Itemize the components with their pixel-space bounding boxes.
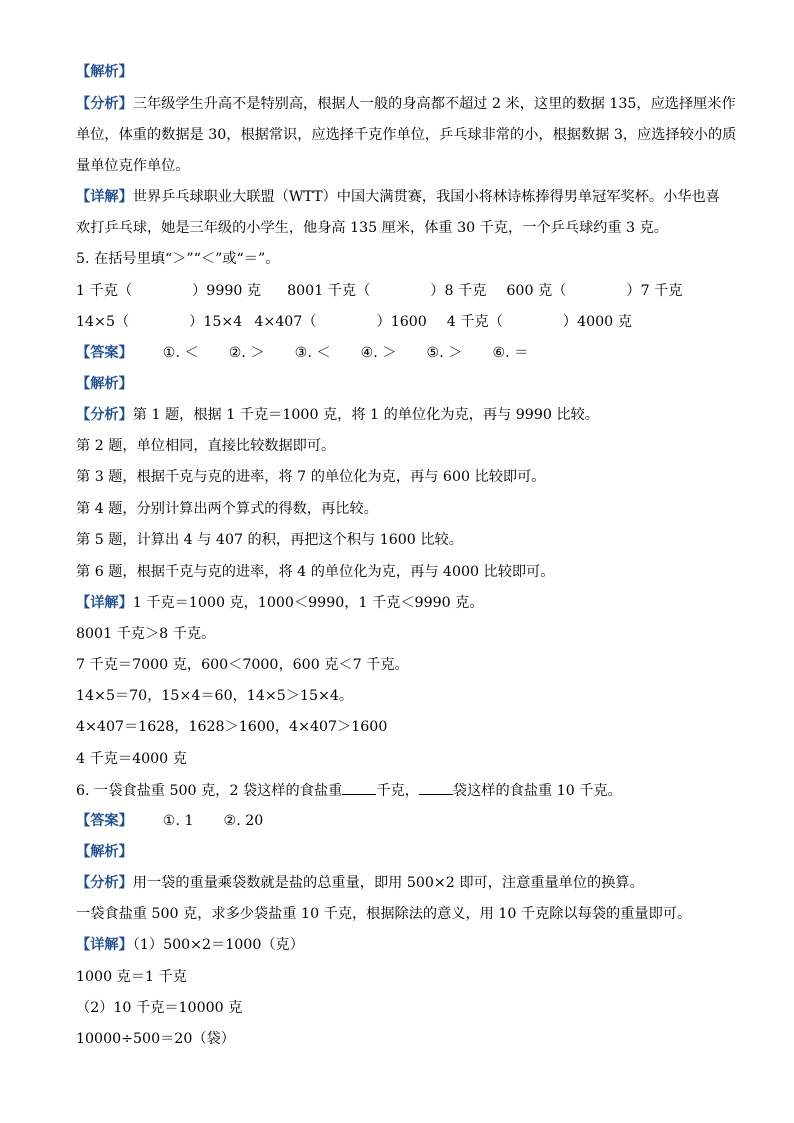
q6-fenxi-line-1 <box>76 873 754 893</box>
q5-fenxi-line-3: 第 3 题，根据千克与克的进率，将 7 的单位化为克，再与 600 比较即可。 <box>76 469 546 485</box>
q6-fenxi-label: 【分析】 <box>76 875 133 891</box>
q6-fenxi-text-1: 用一袋的重量乘袋数就是盐的总重量，即用 500×2 即可，注意重量单位的换算。 <box>132 875 644 891</box>
q4-xiangjie-line-2: 欢打乒乓球，她是三年级的小学生，他身高 135 厘米，体重 30 千克，一个乒乓球约重 3 克。 <box>76 220 668 236</box>
q4-fenxi-line-2: 单位，体重的数据是 30，根据常识，应选择千克作单位，乒乓球非常的小，根据数据 3，应选择较小的质 <box>76 127 737 143</box>
q6-title-a: 6. 一袋食盐重 500 克，2 袋这样的食盐重 <box>76 783 343 799</box>
q5-fenxi-label: 【分析】 <box>76 407 133 423</box>
q4-xiangjie-label: 【详解】 <box>76 189 133 205</box>
q5-item-4-right: ）15×4 <box>189 314 243 330</box>
q5-xiangjie-text-1: 1 千克＝1000 克，1000＜9990，1 千克＜9990 克。 <box>132 595 484 611</box>
q5-answer-label: 【答案】 <box>76 345 133 361</box>
q5-answer-6: ⑥. ＝ <box>492 345 529 361</box>
q5-answer-3: ③. ＜ <box>294 345 331 361</box>
q5-answer-line <box>76 343 754 363</box>
q5-row-2 <box>76 312 754 332</box>
q5-xiangjie-line-5: 4×407＝1628，1628＞1600，4×407＞1600 <box>76 719 388 735</box>
q6-xiangjie-line-1 <box>76 935 754 955</box>
q6-blank-2 <box>419 780 453 795</box>
q4-xiangjie-text-1: 世界乒乓球职业大联盟（WTT）中国大满贯赛，我国小将林诗栋捧得男单冠军奖杯。小华也喜 <box>132 189 720 205</box>
q5-item-5-right: ）1600 <box>376 314 427 330</box>
q6-title-b: 千克， <box>376 783 419 799</box>
q5-fenxi-line-4: 第 4 题，分别计算出两个算式的得数，再比较。 <box>76 501 378 517</box>
q5-item-1-right: ）9990 克 <box>192 283 262 299</box>
q5-item-1-left: 1 千克（ <box>76 283 133 299</box>
q4-fenxi-line-1 <box>76 94 754 114</box>
q6-xiangjie-label: 【详解】 <box>76 937 133 953</box>
q5-jiexi-label: 【解析】 <box>76 376 133 392</box>
q5-item-2-right: ）8 千克 <box>430 283 487 299</box>
q6-title <box>76 780 754 801</box>
q6-answer-2: ②. 20 <box>223 813 264 829</box>
q6-blank-1 <box>342 780 376 795</box>
q5-item-6-right: ）4000 克 <box>562 314 632 330</box>
q5-row-1 <box>76 281 754 301</box>
q4-fenxi-line-3: 量单位克作单位。 <box>76 158 190 174</box>
q5-fenxi-line-6: 第 6 题，根据千克与克的进率，将 4 的单位化为克，再与 4000 比较即可。 <box>76 564 555 580</box>
q5-item-3-right: ）7 千克 <box>626 283 683 299</box>
q6-answer-1: ①. 1 <box>162 813 194 829</box>
q5-xiangjie-line-1 <box>76 593 754 613</box>
q5-title: 5. 在括号里填“＞”“＜”或“＝”。 <box>76 251 280 267</box>
q5-fenxi-line-1 <box>76 405 754 425</box>
q5-item-2-left: 8001 千克（ <box>287 283 371 299</box>
q5-xiangjie-line-6: 4 千克＝4000 克 <box>76 751 187 767</box>
q5-xiangjie-label: 【详解】 <box>76 595 133 611</box>
q6-jiexi-label: 【解析】 <box>76 844 133 860</box>
q6-fenxi-line-2: 一袋食盐重 500 克，求多少袋盐重 10 千克，根据除法的意义，用 10 千克除以每袋的重量即可。 <box>76 906 692 922</box>
q6-answer-line <box>76 811 754 831</box>
q4-fenxi-text-1: 三年级学生升高不是特别高，根据人一般的身高都不超过 2 米，这里的数据 135，应选择厘米作 <box>132 96 736 112</box>
q5-xiangjie-line-4: 14×5＝70，15×4＝60，14×5＞15×4。 <box>76 688 354 704</box>
q5-fenxi-line-5: 第 5 题，计算出 4 与 407 的积，再把这个积与 1600 比较。 <box>76 532 463 548</box>
q5-item-4-left: 14×5（ <box>76 314 130 330</box>
q6-title-c: 袋这样的食盐重 10 千克。 <box>452 783 622 799</box>
q5-fenxi-line-2: 第 2 题，单位相同，直接比较数据即可。 <box>76 438 336 454</box>
q6-xiangjie-text-1: （1）500×2＝1000（克） <box>132 937 304 953</box>
q4-jiexi-label: 【解析】 <box>76 64 133 80</box>
q4-fenxi-label: 【分析】 <box>76 96 133 112</box>
q5-xiangjie-line-3: 7 千克＝7000 克，600＜7000，600 克＜7 千克。 <box>76 657 409 673</box>
q6-answer-label: 【答案】 <box>76 813 133 829</box>
q5-answer-2: ②. ＞ <box>228 345 265 361</box>
q6-xiangjie-line-4: 10000÷500＝20（袋） <box>76 1031 235 1047</box>
q5-item-5-left: 4×407（ <box>254 314 317 330</box>
q5-answer-1: ①. ＜ <box>162 345 199 361</box>
q5-answer-5: ⑤. ＞ <box>426 345 463 361</box>
q4-xiangjie-line-1 <box>76 187 754 207</box>
q5-fenxi-text-1: 第 1 题，根据 1 千克＝1000 克，将 1 的单位化为克，再与 9990 比较。 <box>132 407 599 423</box>
q5-item-3-left: 600 克（ <box>506 283 567 299</box>
q6-xiangjie-line-2: 1000 克＝1 千克 <box>76 969 187 985</box>
q5-xiangjie-line-2: 8001 千克＞8 千克。 <box>76 626 216 642</box>
q5-answer-4: ④. ＞ <box>360 345 397 361</box>
q5-item-6-left: 4 千克（ <box>446 314 503 330</box>
q6-xiangjie-line-3: （2）10 千克＝10000 克 <box>76 1000 243 1016</box>
